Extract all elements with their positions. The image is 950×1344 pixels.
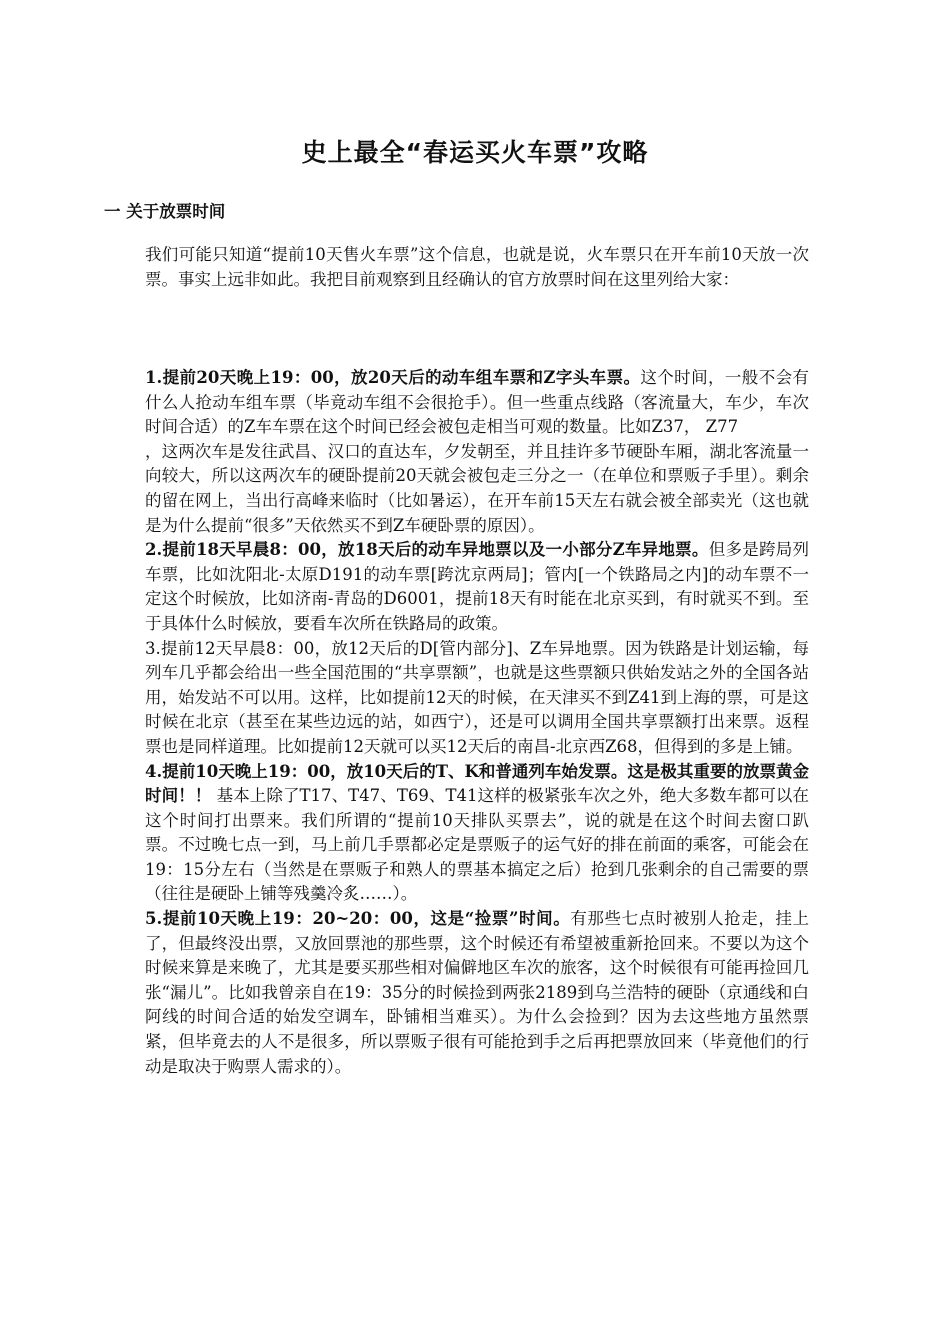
list-item-3-text: 3.提前12天早晨8：00，放12天后的D[管内部分]、Z车异地票。因为铁路是计划运输，每列车几乎都会给出一些全国范围的“共享票额”，也就是这些票额只供始发站之外的全国各站用，始发站不可以用。这样，比如提前12天的时候，在天津买不到Z41到上海的票，可是这时候在北京（甚至在某些边远的站，如西宁），还是可以调用全国共享票额打出来票。返程票也是同样道理。比如提前12天就可以买12天后的南昌-北京西Z68，但得到的多是上铺。: [145, 638, 809, 756]
intro-paragraph: [145, 243, 809, 292]
list-item-5: [145, 907, 809, 1079]
list-item-1: [145, 366, 809, 440]
list-item-2-bold: 2.提前18天早晨8：00，放18天后的动车异地票以及一小部分Z车异地票。: [145, 540, 709, 560]
list-item-1-bold: 1.提前20天晚上19：00，放20天后的动车组车票和Z字头车票。: [145, 368, 641, 387]
list-item-5-text: 有那些七点时被别人抢走，挂上了，但最终没出票，又放回票池的那些票，这个时候还有希望被重新抢回来。不要以为这个时候来算是来晚了，尤其是要买那些相对偏僻地区车次的旅客，这个时候很有可能再捡回几张“漏儿”。比如我曾亲自在19：35分的时候捡到两张2189到乌兰浩特的硬卧（京通线和白阿线的时间合适的始发空调车，卧铺相当难买）。为什么会捡到？因为去这些地方虽然票紧，但毕竟去的人不是很多，所以票贩子很有可能抢到手之后再把票放回来（毕竟他们的行动是取决于购票人需求的）。: [145, 909, 810, 1076]
page-title: 史上最全“春运买火车票”攻略: [301, 138, 649, 167]
list-item-3: [145, 637, 809, 760]
list-item-4-text: 基本上除了T17、T47、T69、T41这样的极紧张车次之外，绝大多数车都可以在这个时间打出票来。我们所谓的“提前10天排队买票去”，说的就是在这个时间去窗口趴票。不过晚七点一到，马上前几手票都必定是票贩子的运气好的排在前面的乘客，可能会在19：15分左右（当然是在票贩子和熟人的票基本搞定之后）抢到几张剩余的自己需要的票（往往是硬卧上铺等残羹冷炙……）。: [145, 786, 810, 904]
list-item-2-text: 但多是跨局列车票，比如沈阳北-太原D191的动车票[跨沈京两局]；管内[一个铁路局之内]的动车票不一定这个时候放，比如济南-青岛的D6001，提前18天有时能在北京买到，有时就买不到。至于具体什么时候放，要看车次所在铁路局的政策。: [145, 540, 810, 633]
list-item-1-continued: ，这两次车是发往武昌、汉口的直达车，夕发朝至，并且挂许多节硬卧车厢，湖北客流量一向较大，所以这两次车的硬卧提前20天就会被包走三分之一（在单位和票贩子手里）。剩余的留在网上，当出行高峰来临时（比如暑运），在开车前15天左右就会被全部卖光（这也就是为什么提前“很多”天依然买不到Z车硬卧票的原因）。: [145, 441, 809, 535]
list-item-5-bold: 5.提前10天晚上19：20~20：00，这是“捡票”时间。: [145, 909, 571, 929]
section-heading: 一 关于放票时间: [104, 202, 226, 221]
list-item-2: [145, 538, 809, 636]
list-item-1-text: 这个时间，一般不会有什么人抢动车组车票（毕竟动车组不会很抢手）。但一些重点线路（客流量大，车少，车次时间合适）的Z车车票在这个时间已经会被包走相当可观的数量。比如Z37， Z77: [145, 368, 809, 437]
list-item-4-bold: 4.提前10天晚上19：00，放10天后的T、K和普通列车始发票。这是极其重要的放票黄金时间！！: [145, 761, 809, 806]
release-times-list: [145, 366, 809, 1079]
list-item-4: [145, 760, 809, 908]
intro-text: 我们可能只知道“提前10天售火车票”这个信息，也就是说，火车票只在开车前10天放一次票。事实上远非如此。我把目前观察到且经确认的官方放票时间在这里列给大家：: [145, 245, 809, 289]
